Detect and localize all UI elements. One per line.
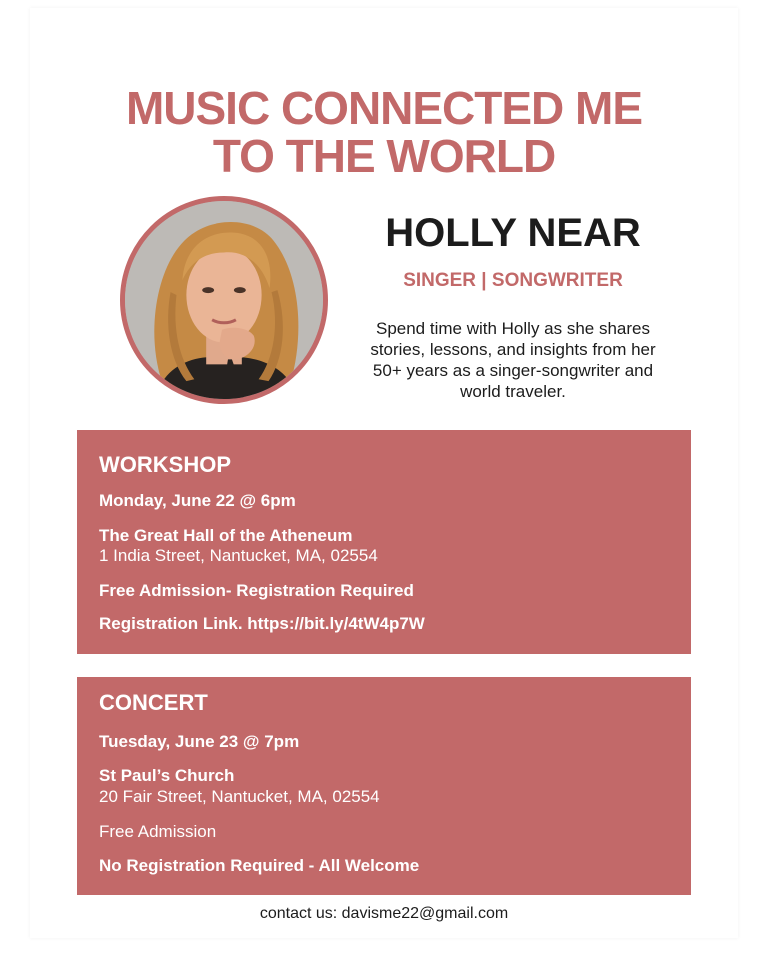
- description-line-4: world traveler.: [460, 382, 566, 401]
- concert-address: 20 Fair Street, Nantucket, MA, 02554: [99, 787, 380, 806]
- workshop-date: Monday, June 22 @ 6pm: [99, 491, 296, 510]
- performer-name: HOLLY NEAR: [385, 211, 641, 255]
- concert-panel: [77, 677, 691, 895]
- description-line-1: Spend time with Holly as she shares: [375, 319, 651, 338]
- contact-email[interactable]: contact us: davisme22@gmail.com: [259, 905, 509, 922]
- event-description: [340, 318, 686, 402]
- headline-line-2: TO THE WORLD: [212, 130, 556, 182]
- headline: [0, 84, 768, 180]
- workshop-admission: Free Admission- Registration Required: [99, 581, 414, 600]
- concert-date: Tuesday, June 23 @ 7pm: [99, 732, 300, 751]
- workshop-address: 1 India Street, Nantucket, MA, 02554: [99, 546, 378, 565]
- concert-title: CONCERT: [99, 690, 208, 715]
- portrait-photo: [120, 196, 328, 404]
- concert-registration-note: No Registration Required - All Welcome: [99, 856, 420, 875]
- description-line-2: stories, lessons, and insights from her: [370, 340, 656, 359]
- description-line-3: 50+ years as a singer-songwriter and: [372, 361, 654, 380]
- concert-venue: St Paul’s Church: [99, 766, 235, 785]
- workshop-registration-link[interactable]: Registration Link. https://bit.ly/4tW4p7W: [99, 614, 425, 633]
- headline-line-1: MUSIC CONNECTED ME: [125, 82, 643, 134]
- workshop-title: WORKSHOP: [99, 452, 231, 477]
- concert-admission: Free Admission: [99, 822, 217, 841]
- performer-roles: SINGER | SONGWRITER: [403, 270, 623, 291]
- workshop-venue: The Great Hall of the Atheneum: [99, 526, 353, 545]
- workshop-panel: [77, 430, 691, 654]
- portrait-illustration: [125, 201, 323, 399]
